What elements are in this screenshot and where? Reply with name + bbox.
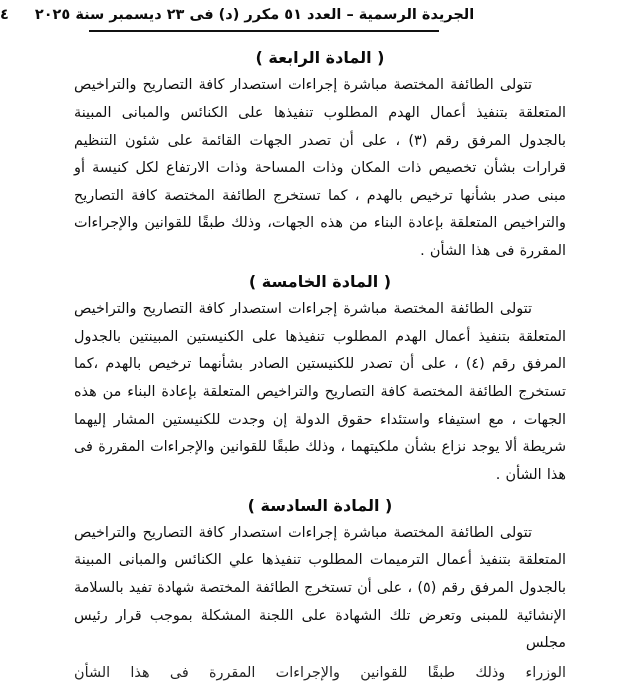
article-paragraph-fourth: تتولى الطائفة المختصة مباشرة إجراءات استصدار كافة التصاريح والتراخيص المتعلقة بتنفيذ أعمال الهدم المطلوب تنفيذها على الكنائس والمبانى المبينة بالجدول المرفق رقم (٣) ، على أن تصدر الجهات القائمة على شئون التنظيم قرارات بشأن تخصيص ذات المكان وذات المساحة وذات الارتفاع لكل كنيسة أو مبنى صدر بشأنها ترخيص بالهدم ، كما تستخرج الطائفة المختصة كافة التصاريح والتراخيص المتعلقة بإعادة البناء من هذه الجهات، وذلك طبقًا للقوانين والإجراءات المقررة فى هذا الشأن . [74, 77, 566, 260]
article-heading-sixth: ( المادة السادسة ) [247, 495, 393, 515]
header-divider-rule [89, 30, 439, 32]
article-paragraph-fifth: تتولى الطائفة المختصة مباشرة إجراءات استصدار كافة التصاريح والتراخيص المتعلقة بتنفيذ أعمال الهدم المطلوب تنفيذها على الكنيستين المبينتين بالجدول المرفق رقم (٤) ، على أن تصدر للكنيستين الصادر بشأنهما ترخيص بالهدم ،كما تستخرج الطائفة المختصة كافة التصاريح والتراخيص المتعلقة بإعادة البناء من هذه الجهات ، مع استيفاء واستئداء حقوق الدولة إن وجدت للكنيستين المشار إليهما شريطة ألا يوجد نزاع بشأن ملكيتهما ، وذلك طبقًا للقوانين والإجراءات المقررة فى هذا الشأن . [74, 300, 566, 483]
article-paragraph-sixth-clipped-continuation: الوزراء وذلك طبقًا للقوانين والإجراءات المقررة فى هذا الشأن [74, 665, 566, 682]
article-paragraph-sixth: تتولى الطائفة المختصة مباشرة إجراءات استصدار كافة التصاريح والتراخيص المتعلقة بتنفيذ أعمال الترميمات المطلوب تنفيذها علي الكنائس والمبانى المبينة بالجدول المرفق رقم (٥) ، على أن تستخرج الطائفة المختصة شهادة تفيد بالسلامة الإنشائية للمبنى وتعرض تلك الشهادة على اللجنة المشكلة بموجب قرار رئيس مجلس [74, 524, 567, 652]
document-body [74, 42, 567, 682]
page-running-header [0, 8, 644, 38]
article-heading-fifth: ( المادة الخامسة ) [248, 271, 392, 291]
article-heading-fourth: ( المادة الرابعة ) [255, 48, 385, 67]
gazette-header-title: الجريدة الرسمية – العدد ٥١ مكرر (د) فى ٢٣ ديسمبر سنة ٢٠٢٥ [34, 7, 475, 23]
page-number: ٤ [0, 7, 9, 23]
